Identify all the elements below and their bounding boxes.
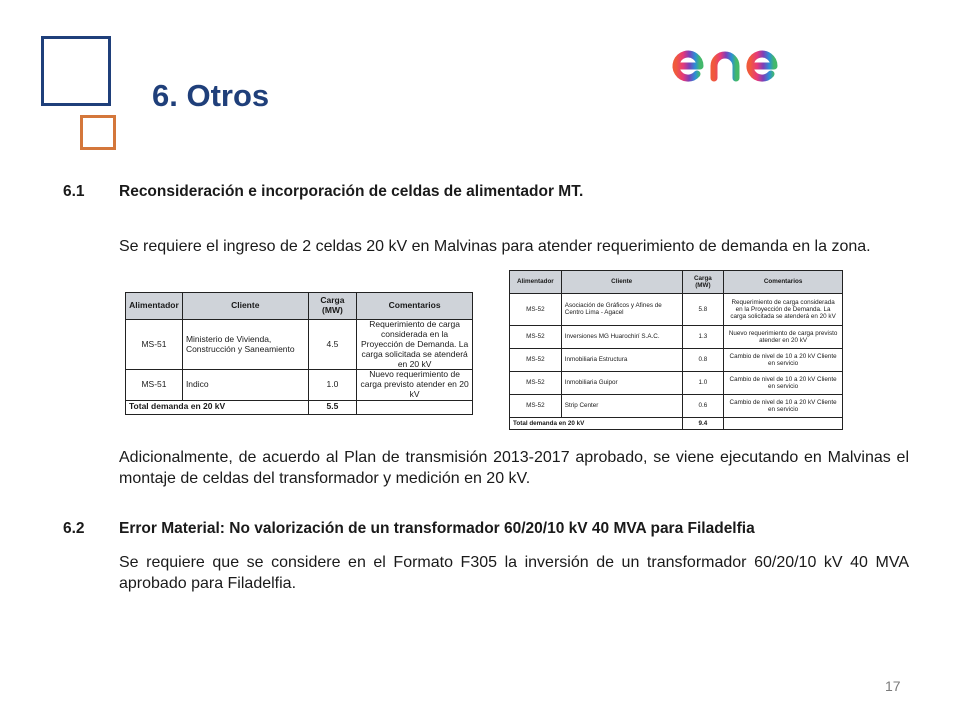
table-row [126,320,473,370]
table-header-row [510,271,843,294]
section-6-2-number: 6.2 [63,520,85,537]
cell-carga: 1.0 [682,371,724,394]
section-6-2-title: Error Material: No valorización de un transformador 60/20/10 kV 40 MVA para Filadelfia [119,520,755,537]
cell-alimentador: MS-51 [126,320,183,370]
decorative-square-orange [80,115,116,150]
section-6-1-paragraph-2: Adicionalmente, de acuerdo al Plan de transmisión 2013-2017 aprobado, se viene ejecutando en Malvinas el montaje de celdas del transformador y medición en 20 kV. [119,449,909,487]
total-label: Total demanda en 20 kV [510,417,683,429]
cell-cliente: Inmobiliaria Estructura [561,348,682,371]
table-row [510,371,843,394]
cell-cliente: Inmobiliaria Guipor [561,371,682,394]
table-header-row [126,293,473,320]
table-ms52-demand [509,270,843,430]
cell-carga: 0.8 [682,348,724,371]
cell-carga: 1.0 [308,370,357,400]
cell-comentarios: Nuevo requerimiento de carga previsto atender en 20 kV [724,325,843,348]
section-6-1-title: Reconsideración e incorporación de celdas de alimentador MT. [119,183,584,200]
cell-comentarios: Cambio de nivel de 10 a 20 kV Cliente en servicio [724,394,843,417]
total-label: Total demanda en 20 kV [126,400,309,414]
cell-alimentador: MS-51 [126,370,183,400]
cell-alimentador: MS-52 [510,394,562,417]
section-6-1-number: 6.1 [63,183,85,200]
col-header-carga: Carga (MW) [682,271,724,294]
page-number: 17 [885,678,901,694]
cell-cliente: Indico [182,370,308,400]
cell-carga: 4.5 [308,320,357,370]
table-total-row [510,417,843,429]
cell-comentarios: Cambio de nivel de 10 a 20 kV Cliente en servicio [724,348,843,371]
section-6-1-paragraph-1: Se requiere el ingreso de 2 celdas 20 kV en Malvinas para atender requerimiento de demanda en la zona. [119,238,871,255]
cell-alimentador: MS-52 [510,325,562,348]
cell-comentarios: Nuevo requerimiento de carga previsto atender en 20 kV [357,370,473,400]
slide-title: 6. Otros [152,78,270,113]
cell-alimentador: MS-52 [510,293,562,325]
col-header-comentarios: Comentarios [357,293,473,320]
col-header-carga: Carga (MW) [308,293,357,320]
cell-carga: 1.3 [682,325,724,348]
table-row [510,394,843,417]
table-row [510,348,843,371]
cell-cliente: Asociación de Gráficos y Afines de Centro Lima - Agacel [561,293,682,325]
decorative-square-blue [41,36,111,106]
cell-alimentador: MS-52 [510,371,562,394]
cell-carga: 5.8 [682,293,724,325]
cell-alimentador: MS-52 [510,348,562,371]
cell-cliente: Ministerio de Vivienda, Construcción y Saneamiento [182,320,308,370]
enel-logo [668,30,828,90]
total-value: 5.5 [308,400,357,414]
table-row [510,325,843,348]
table-row [510,293,843,325]
cell-carga: 0.6 [682,394,724,417]
col-header-comentarios: Comentarios [724,271,843,294]
cell-cliente: Inversiones MG Huarochirí S.A.C. [561,325,682,348]
col-header-alimentador: Alimentador [126,293,183,320]
col-header-alimentador: Alimentador [510,271,562,294]
cell-comentarios: Requerimiento de carga considerada en la Proyección de Demanda. La carga solicitada se atenderá en 20 kV [357,320,473,370]
table-ms51-demand [125,292,473,415]
col-header-cliente: Cliente [561,271,682,294]
col-header-cliente: Cliente [182,293,308,320]
table-total-row [126,400,473,414]
cell-comentarios: Requerimiento de carga considerada en la Proyección de Demanda. La carga solicitada se atenderá en 20 kV [724,293,843,325]
total-value: 9.4 [682,417,724,429]
table-row [126,370,473,400]
section-6-2-paragraph: Se requiere que se considere en el Formato F305 la inversión de un transformador 60/20/10 kV 40 MVA aprobado para Filadelfia. [119,554,909,592]
cell-comentarios: Cambio de nivel de 10 a 20 kV Cliente en servicio [724,371,843,394]
cell-cliente: Strip Center [561,394,682,417]
